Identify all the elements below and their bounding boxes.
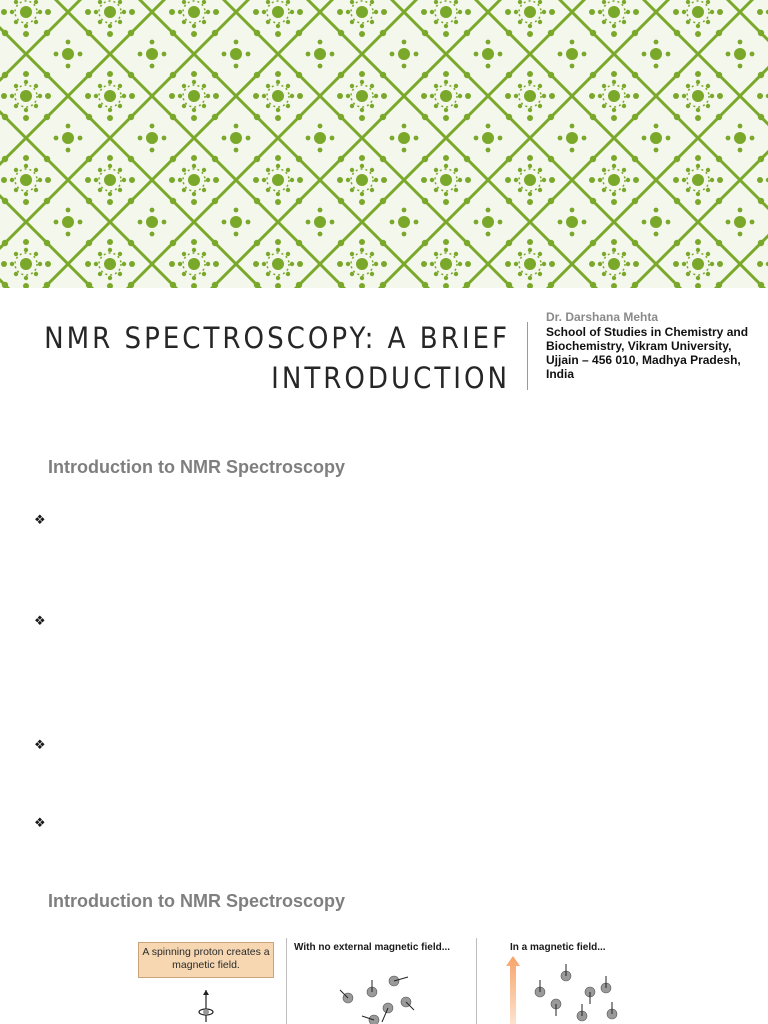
page3-heading: Introduction to NMR Spectroscopy <box>48 891 345 911</box>
title-line-2: INTRODUCTION <box>271 361 510 395</box>
bullet-1: ❖ <box>34 512 46 527</box>
decorative-pattern-banner <box>0 0 768 288</box>
title-line-1: NMR SPECTROSCOPY: A BRIEF <box>44 321 510 355</box>
bullet-4: ❖ <box>34 815 46 830</box>
author-name: Dr. Darshana Mehta <box>546 310 659 324</box>
spinning-proton-icon <box>194 988 218 1024</box>
bullet-2: ❖ <box>34 613 46 628</box>
nmr-spin-figure <box>136 938 628 1024</box>
title-section <box>0 288 768 418</box>
in-field-heading: In a magnetic field... <box>510 942 606 953</box>
pattern-graphic <box>0 0 768 288</box>
panel-divider-1 <box>286 938 287 1024</box>
bullet-3: ❖ <box>34 737 46 752</box>
random-spins-icon <box>332 964 432 1024</box>
page2-heading: Introduction to NMR Spectroscopy <box>48 457 345 477</box>
title-divider <box>527 322 528 390</box>
aligned-spins-icon <box>532 958 628 1024</box>
panel-divider-2 <box>476 938 477 1024</box>
author-affiliation: School of Studies in Chemistry and Biochemistry, Vikram University, Ujjain – 456 010, Madhya Pradesh, India <box>546 325 749 381</box>
no-field-heading: With no external magnetic field... <box>294 942 451 953</box>
spinning-proton-caption: A spinning proton creates a magnetic field. <box>138 942 274 978</box>
magnetic-field-arrow-icon <box>506 956 520 1024</box>
slide-title <box>44 318 510 398</box>
